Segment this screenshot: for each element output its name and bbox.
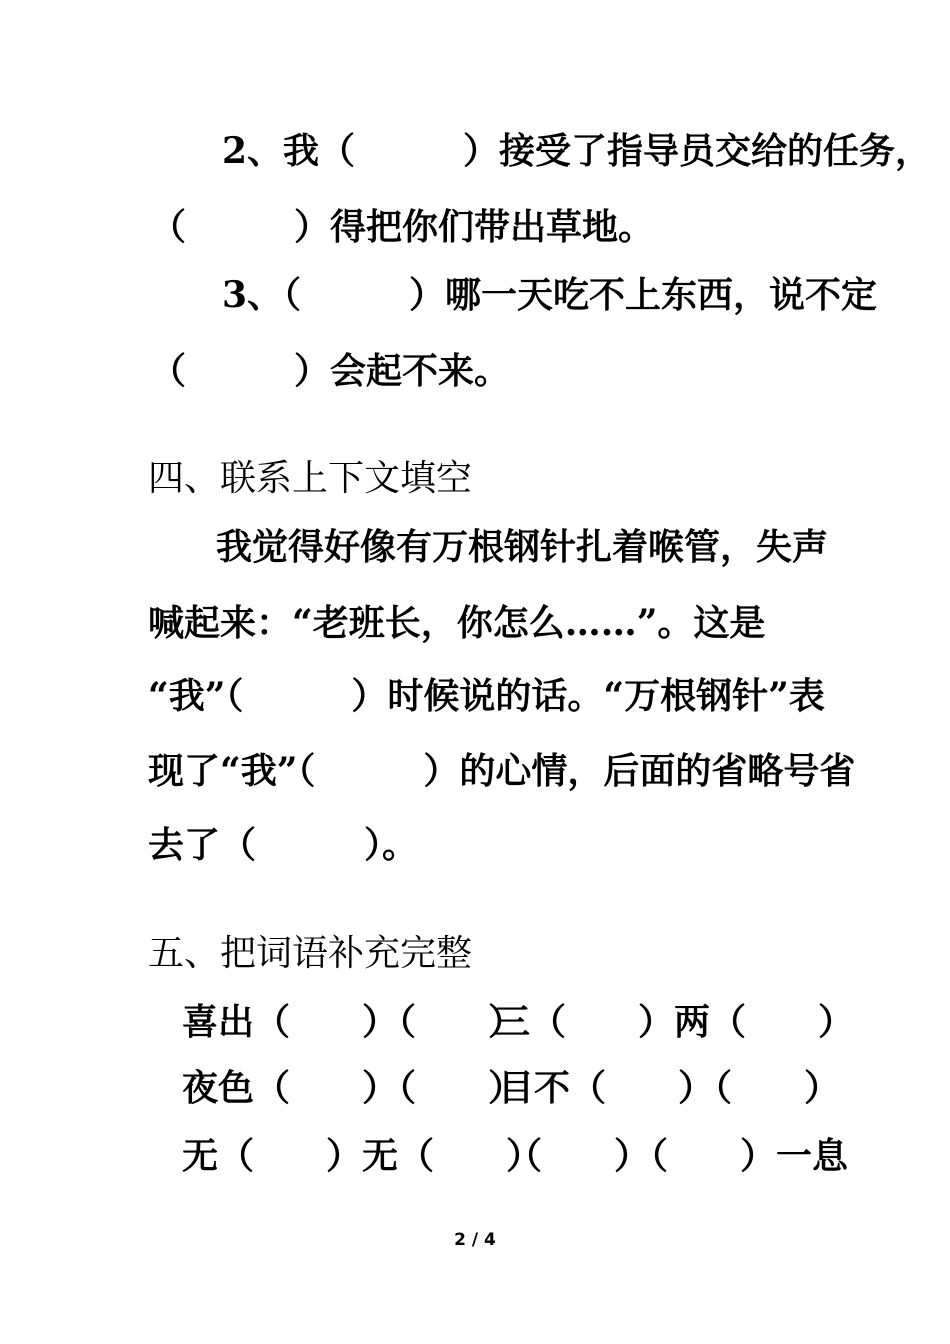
section-4-line-5: 去了（ ）。 <box>148 824 419 866</box>
item-2-line-2: （ ）得把你们带出草地。 <box>150 206 655 248</box>
section-4-line-3: “我”（ ）时候说的话。“万根钢针”表 <box>148 675 825 717</box>
section-4-line-1: 我觉得好像有万根钢针扎着喉管，失声 <box>216 526 829 568</box>
idiom-row-1-right: 三（ ）两（ ） <box>494 1001 855 1043</box>
idiom-row-2-right: 目不（ ）（ ） <box>498 1067 841 1109</box>
idiom-row-2-left: 夜色（ ）（ ） <box>182 1067 525 1109</box>
section-4-line-2: 喊起来：“老班长，你怎么……”。这是 <box>148 602 766 644</box>
section-4-line-4: 现了“我”（ ）的心情，后面的省略号省 <box>148 750 856 792</box>
section-5-heading: 五、把词语补充完整 <box>148 933 473 974</box>
page-number: 2 / 4 <box>454 1230 496 1250</box>
idiom-row-3-left: 无（ ）无（ ） <box>182 1135 543 1177</box>
item-2-line-1: 2、我（ ）接受了指导员交给的任务， <box>222 130 932 172</box>
idiom-row-1-left: 喜出（ ）（ ） <box>182 1001 525 1043</box>
item-3-line-2: （ ）会起不来。 <box>150 350 511 392</box>
idiom-row-3-right: （ ）（ ）一息 <box>506 1135 849 1177</box>
item-3-line-1: 3、（ ）哪一天吃不上东西，说不定 <box>222 274 878 316</box>
section-4-heading: 四、联系上下文填空 <box>148 458 473 499</box>
